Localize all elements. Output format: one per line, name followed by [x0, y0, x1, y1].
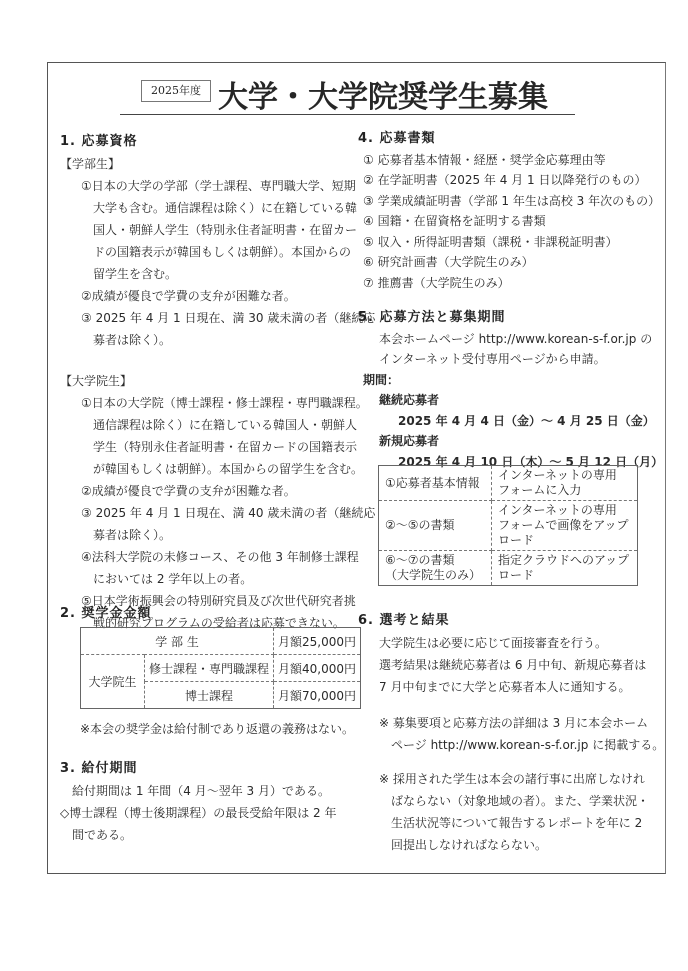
- submission-method-table: [378, 465, 638, 586]
- undergrad-cell: 学 部 生: [81, 628, 274, 655]
- text-line: ばならない（対象地域の者）。また、学業状況・: [379, 794, 650, 808]
- period-text: [60, 780, 337, 846]
- text-line: ページ http://www.korean-s-f.or.jp に掲載する。: [379, 738, 665, 752]
- method-cell: [492, 466, 638, 501]
- text-line: ドの国籍表示が韓国もしくは朝鮮）。本国からの: [81, 245, 352, 259]
- method-cell: [492, 551, 638, 586]
- text-line: ⑥ 研究計画書（大学院生のみ）: [363, 255, 534, 269]
- text-line: ④ 国籍・在留資格を証明する書類: [363, 214, 546, 228]
- grad-cell: 大学院生: [81, 655, 145, 709]
- text-line: フォームで画像をアップ: [498, 518, 629, 532]
- text-line: 給付期間は 1 年間（4 月〜翌年 3 月）である。: [60, 784, 330, 798]
- application-text: [358, 329, 663, 370]
- grad-label: 【大学院生】: [60, 374, 133, 388]
- undergrad-requirements: [60, 175, 375, 351]
- text-line: ⑦ 推薦書（大学院生のみ）: [363, 275, 510, 290]
- undergrad-label: 【学部生】: [60, 157, 121, 171]
- note-obligations: [358, 768, 664, 856]
- text-line: ③ 2025 年 4 月 1 日現在、満 30 歳未満の者（継続応: [81, 311, 376, 325]
- text-line: ①応募者基本情報: [385, 475, 480, 490]
- text-line: ⑥〜⑦の書類: [385, 553, 455, 567]
- amount-note: ※本会の奨学金は給付制であり返還の義務はない。: [80, 722, 355, 736]
- table-row: [81, 628, 361, 655]
- text-line: ②成績が優良で学費の支弁が困難な者。: [81, 484, 296, 498]
- documents-list: [358, 150, 660, 294]
- new-dates: 2025 年 4 月 10 日（木）〜 5 月 12 日（月）: [398, 454, 664, 469]
- doctor-amount: 月額70,000円: [274, 682, 361, 709]
- text-line: においては 2 学年以上の者。: [81, 572, 253, 586]
- text-line: 選考結果は継続応募者は 6 月中旬、新規応募者は: [379, 658, 647, 672]
- section-application: [358, 308, 663, 472]
- text-line: 指定クラウドへのアップ: [498, 553, 630, 567]
- continuing-label: 継続応募者: [379, 393, 440, 407]
- text-line: 学生（特別永住者証明書・在留カードの国籍表示: [81, 440, 358, 454]
- text-line: 国人・朝鮮人学生（特別永住者証明書・在留カー: [81, 223, 358, 237]
- text-line: 戦的研究プログラムの受給者は応募できない。: [81, 616, 345, 630]
- method-cell: [492, 501, 638, 551]
- undergrad-amount: 月額25,000円: [274, 628, 361, 655]
- fiscal-year-label: 2025年度: [141, 80, 211, 102]
- text-line: ⑤日本学術振興会の特別研究員及び次世代研究者挑: [81, 594, 356, 608]
- text-line: ①日本の大学の学部（学士課程、専門職大学、短期: [81, 179, 356, 193]
- text-line: ① 応募者基本情報・経歴・奨学金応募理由等: [363, 152, 606, 167]
- text-line: ③ 2025 年 4 月 1 日現在、満 40 歳未満の者（継続応: [81, 506, 376, 520]
- master-amount: 月額40,000円: [274, 655, 361, 682]
- section-heading: 1. 応募資格: [60, 134, 138, 149]
- text-line: ※ 採用された学生は本会の諸行事に出席しなけれ: [379, 772, 645, 786]
- text-line: 募者は除く）。: [81, 333, 172, 347]
- table-row: [81, 655, 361, 682]
- text-line: 本会ホームページ http://www.korean-s-f.or.jp の: [379, 331, 653, 346]
- doctor-cell: 博士課程: [145, 682, 274, 709]
- text-line: 回提出しなければならない。: [379, 838, 548, 852]
- section-heading: 6. 選考と結果: [358, 613, 450, 628]
- section-heading: 4. 応募書類: [358, 131, 436, 146]
- text-line: 大学も含む。通信課程は除く）に在籍している韓: [81, 201, 358, 215]
- selection-text: [358, 632, 664, 698]
- text-line: ⑤ 収入・所得証明書類（課税・非課税証明書）: [363, 234, 618, 249]
- text-line: ロード: [498, 533, 535, 547]
- table-row: [379, 466, 638, 501]
- text-line: 大学院生は必要に応じて面接審査を行う。: [379, 636, 608, 650]
- text-line: 通信課程は除く）に在籍している韓国人・朝鮮人: [81, 418, 358, 432]
- text-line: ② 在学証明書（2025 年 4 月 1 日以降発行のもの）: [363, 173, 647, 187]
- grad-requirements: [60, 392, 375, 634]
- docs-cell: [379, 551, 492, 586]
- master-cell: 修士課程・専門職課程: [145, 655, 274, 682]
- section-eligibility: [60, 131, 375, 634]
- new-label: 新規応募者: [379, 434, 440, 448]
- note-homepage: [358, 712, 664, 756]
- text-line: ②成績が優良で学費の支弁が困難な者。: [81, 289, 296, 303]
- text-line: が韓国もしくは朝鮮）。本国からの留学生を含む。: [81, 462, 364, 476]
- text-line: ※ 募集要項と応募方法の詳細は 3 月に本会ホーム: [379, 716, 649, 730]
- page-title: 大学・大学院奨学生募集: [218, 80, 548, 115]
- text-line: 7 月中旬までに大学と応募者本人に通知する。: [379, 680, 631, 694]
- continuing-dates: 2025 年 4 月 4 日（金）〜 4 月 25 日（金）: [398, 413, 655, 428]
- text-line: 生活状況等について報告するレポートを年に 2: [379, 816, 643, 830]
- section-documents: [358, 129, 660, 293]
- period-label: 期間：: [363, 372, 400, 387]
- text-line: ◇博士課程（博士後期課程）の最長受給年限は 2 年: [60, 806, 337, 820]
- docs-cell: [379, 501, 492, 551]
- text-line: ④法科大学院の未修コース、その他 3 年制修士課程: [81, 550, 359, 564]
- section-heading: 3. 給付期間: [60, 761, 138, 776]
- section-period: [60, 758, 337, 846]
- section-heading: 5. 応募方法と募集期間: [358, 310, 506, 325]
- scholarship-amount-table: [80, 627, 361, 709]
- section-heading: 2. 奨学金金額: [60, 606, 152, 621]
- text-line: ①日本の大学院（博士課程・修士課程・専門職課程。: [81, 396, 368, 410]
- text-line: ③ 学業成績証明書（学部 1 年生は高校 3 年次のもの）: [363, 193, 661, 208]
- text-line: フォームに入力: [498, 483, 582, 497]
- text-line: 募者は除く）。: [81, 528, 172, 542]
- text-line: インターネットの専用: [498, 468, 617, 482]
- title-divider: [120, 114, 575, 115]
- text-line: インターネット受付専用ページから申請。: [379, 352, 606, 366]
- table-row: [379, 551, 638, 586]
- section-selection: [358, 610, 664, 856]
- text-line: インターネットの専用: [498, 503, 617, 517]
- table-row: [379, 501, 638, 551]
- section-amount: [60, 602, 152, 621]
- text-line: 間である。: [60, 828, 133, 842]
- docs-cell: [379, 466, 492, 501]
- text-line: （大学院生のみ）: [385, 568, 482, 582]
- text-line: ロード: [498, 568, 535, 582]
- text-line: ②〜⑤の書類: [385, 518, 455, 532]
- text-line: 留学生を含む。: [81, 267, 178, 281]
